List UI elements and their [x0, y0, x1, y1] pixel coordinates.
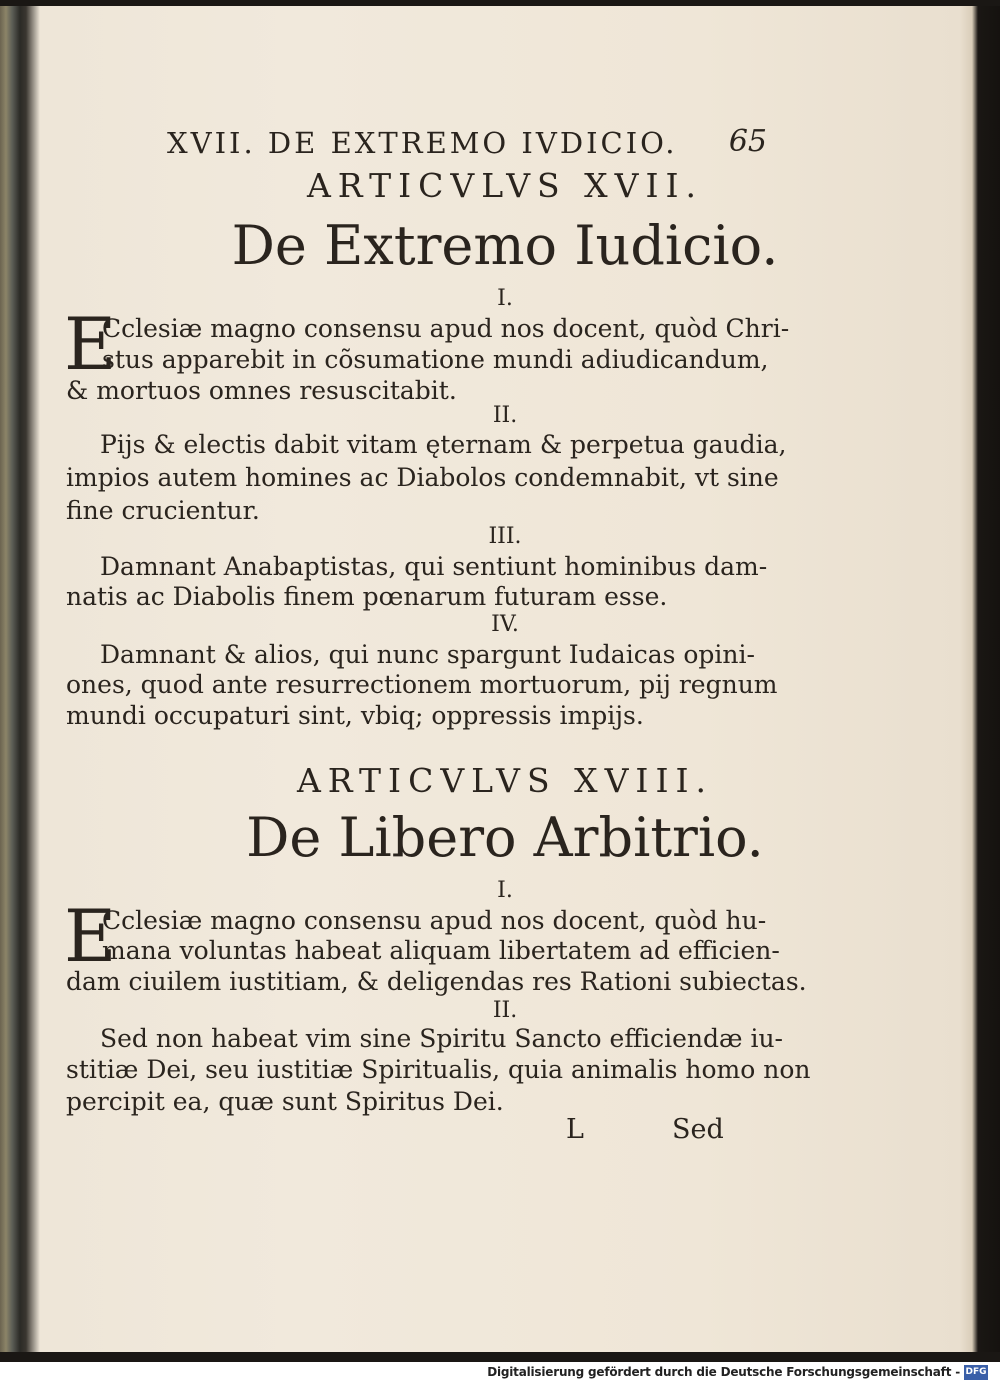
article-17-numeral-4: IV. [491, 612, 519, 637]
book-page [40, 6, 970, 1352]
article-17-s1-line-2: stus apparebit in cõsumatione mundi adiudicandum, [102, 345, 769, 374]
article-17-initial: E [64, 302, 117, 386]
article-18-initial: E [64, 894, 117, 978]
article-17-s4-line-2: ones, quod ante resurrectionem mortuorum, pij regnum [66, 670, 778, 699]
article-17-s1-line-3: & mortuos omnes resuscitabit. [66, 376, 457, 405]
article-18-numeral-2: II. [492, 998, 518, 1023]
running-head [167, 126, 767, 166]
scan-bottom-edge [0, 1352, 1000, 1362]
article-18-s1-line-3: dam ciuilem iustitiam, & deligendas res Rationi subiectas. [66, 967, 807, 996]
article-17-numeral-3: III. [488, 524, 522, 549]
article-17-numeral-2: II. [492, 403, 518, 428]
article-17-s2-line-1: Pijs & electis dabit vitam ęternam & perpetua gaudia, [100, 430, 787, 459]
article-17-heading: ARTICVLVS XVII. [306, 166, 704, 205]
article-18-numeral-1: I. [497, 878, 513, 903]
article-18-title: De Libero Arbitrio. [246, 806, 764, 869]
article-17-s2-line-2: impios autem homines ac Diabolos condemnabit, vt sine [66, 463, 779, 492]
digitization-footer [0, 1362, 1000, 1385]
article-17-numeral-1: I. [497, 286, 513, 311]
article-17-s3-line-1: Damnant Anabaptistas, qui sentiunt hominibus dam- [100, 552, 768, 581]
article-18-s1-line-1: Cclesiæ magno consensu apud nos docent, quòd hu- [102, 906, 767, 935]
article-18-s2-line-3: percipit ea, quæ sunt Spiritus Dei. [66, 1087, 504, 1116]
running-head-title: XVII. DE EXTREMO IVDICIO. [167, 126, 678, 160]
article-17-s3-line-2: natis ac Diabolis finem pœnarum futuram esse. [66, 582, 668, 611]
article-17-s4-line-3: mundi occupaturi sint, vbiq; oppressis impijs. [66, 701, 644, 730]
catchword: Sed [672, 1114, 724, 1145]
article-18-s2-line-1: Sed non habeat vim sine Spiritu Sancto efficiendæ iu- [100, 1024, 783, 1053]
signature-mark: L [566, 1114, 584, 1145]
article-17-s4-line-1: Damnant & alios, qui nunc spargunt Iudaicas opini- [100, 640, 755, 669]
article-17-s2-line-3: fine crucientur. [66, 496, 260, 525]
article-17-title: De Extremo Iudicio. [231, 214, 779, 277]
dfg-logo: DFG [964, 1365, 988, 1380]
footer-credit: Digitalisierung gefördert durch die Deutsche Forschungsgemeinschaft - [487, 1365, 960, 1379]
page-number: 65 [728, 124, 767, 159]
article-18-s2-line-2: stitiæ Dei, seu iustitiæ Spiritualis, quia animalis homo non [66, 1055, 811, 1084]
article-18-s1-line-2: mana voluntas habeat aliquam libertatem ad efficien- [102, 936, 780, 965]
article-17-s1-line-1: Cclesiæ magno consensu apud nos docent, quòd Chri- [102, 314, 790, 343]
article-18-heading: ARTICVLVS XVIII. [296, 761, 714, 800]
